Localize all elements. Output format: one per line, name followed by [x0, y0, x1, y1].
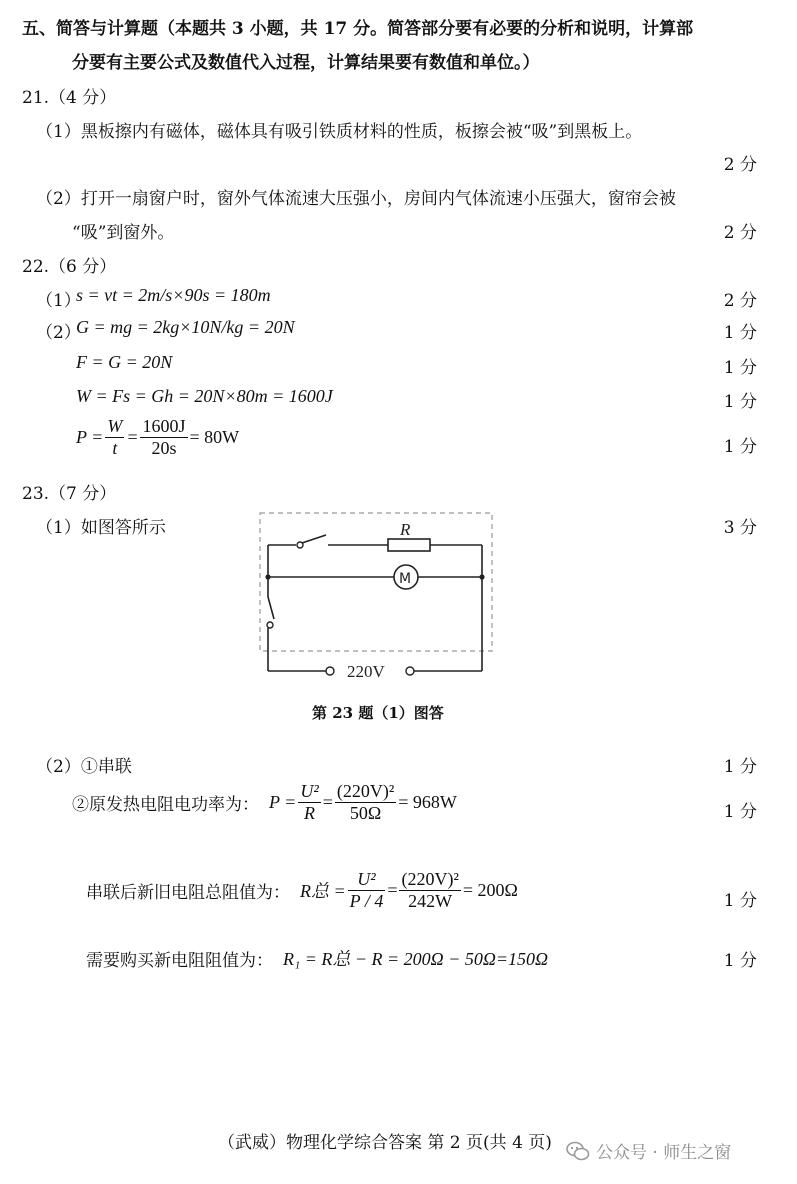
q22-l1-eq: s = vt = 2m/s×90s = 180m	[76, 285, 271, 305]
q22-l4-score: 1 分	[723, 392, 757, 412]
q23-s2-score: 1 分	[723, 802, 757, 822]
q23-s4-score: 1 分	[723, 951, 757, 971]
page-footer: （武威）物理化学综合答案 第 2 页(共 4 页)	[218, 1133, 552, 1153]
q23-s3-frac2	[399, 869, 460, 911]
q23-s4-text: 需要购买新电阻阻值为：	[86, 950, 273, 971]
source-label: 220V	[347, 662, 385, 681]
main-switch-contact	[267, 622, 273, 628]
q23-s2: ②原发热电阻电功率为： P = $\frac{\text{U²}}{R}$ = $\frac{\text{(220V)²}}{50\Omega}$ = 968W	[72, 781, 457, 823]
q22-l2-score: 1 分	[723, 323, 757, 343]
frac-num: U²	[300, 781, 319, 801]
q22-l1-score: 2 分	[723, 291, 757, 311]
q21-p2-cont: “吸”到窗外。	[72, 223, 175, 243]
source-terminal	[406, 667, 414, 675]
frac-den: 50Ω	[349, 802, 382, 823]
q22-l3-eq: F = G = 20N	[76, 352, 173, 372]
q23-s3: 串联后新旧电阻总阻值为： R总 = $\frac{\text{U²}}{P / 4}$ = $\frac{\text{(220V)²}}{242W}$ = 200Ω	[86, 869, 518, 911]
q22-l5-rhs: = 80W	[189, 426, 240, 447]
section-title-cont: 分要有主要公式及数值代入过程，计算结果要有数值和单位。）	[72, 53, 540, 73]
q23-s2-rhs: = 968W	[398, 791, 457, 812]
wechat-icon	[566, 1139, 590, 1163]
q22-l5-score: 1 分	[723, 437, 757, 457]
q23-s3-frac1	[348, 869, 386, 911]
watermark	[566, 1138, 731, 1163]
resistor-symbol	[388, 539, 430, 551]
q23-p1: （1）如图答所示	[36, 518, 166, 538]
q23-s2-text: ②原发热电阻电功率为：	[72, 794, 259, 815]
dashed-enclosure	[260, 513, 492, 651]
source-terminal	[326, 667, 334, 675]
q23-s3-score: 1 分	[723, 891, 757, 911]
watermark-text: 公众号 · 师生之窗	[596, 1143, 732, 1163]
q22-l3-score: 1 分	[723, 358, 757, 378]
q23-header: 23.（7 分）	[22, 484, 117, 504]
frac-num: (220V)²	[336, 781, 395, 801]
q23-s3-lhs: R总 =	[300, 881, 346, 902]
q23-s2-frac2	[335, 781, 396, 823]
q23-s2-lhs: P =	[269, 791, 297, 812]
q22-l4-eq: W = Fs = Gh = 20N×80m = 1600J	[76, 386, 333, 406]
q23-p2-label: （2）①串联	[36, 757, 132, 777]
q22-l2-label: （2）	[36, 323, 81, 343]
frac-den: R	[304, 802, 316, 823]
q22-l5-lhs: P =	[76, 426, 104, 447]
section-title: 五、简答与计算题（本题共 3 小题，共 17 分。简答部分要有必要的分析和说明，计算部	[22, 19, 694, 39]
frac-den: 20s	[151, 437, 177, 458]
q23-s2-frac1	[298, 781, 320, 823]
frac-den: t	[112, 437, 118, 458]
circuit-diagram	[250, 505, 500, 690]
q22-l1-label: （1）	[36, 291, 81, 311]
q22-l5-frac2	[140, 416, 187, 458]
frac-num: U²	[348, 869, 386, 891]
frac-num: W	[107, 416, 123, 436]
q22-header: 22.（6 分）	[22, 257, 117, 277]
frac-num: (220V)²	[401, 869, 459, 889]
q23-s4-eq: R₁ = R总 − R = 200Ω − 50Ω=150Ω	[283, 949, 549, 969]
q21-header: 21.（4 分）	[22, 88, 117, 108]
q23-s3-rhs: = 200Ω	[462, 879, 518, 900]
q23-p1-score: 3 分	[723, 518, 757, 538]
main-switch-blade	[268, 597, 274, 619]
q21-p1-score: 2 分	[723, 155, 757, 175]
q21-p2-score: 2 分	[723, 223, 757, 243]
frac-den: P / 4	[349, 890, 384, 911]
motor-label: M	[399, 571, 412, 587]
q21-p1: （1）黑板擦内有磁体，磁体具有吸引铁质材料的性质，板擦会被“吸”到黑板上。	[36, 122, 643, 142]
frac-num: 1600J	[142, 416, 186, 436]
q23-p2-score: 1 分	[723, 757, 757, 777]
q22-l2-eq: G = mg = 2kg×10N/kg = 20N	[76, 317, 295, 337]
frac-den: 242W	[408, 890, 453, 911]
resistor-label: R	[400, 520, 411, 539]
q22-l5-eq: P = $\frac{W}{t}$ = $\frac{1600J}{20s}$ = 80W	[76, 416, 240, 458]
q23-s4	[86, 945, 548, 971]
figure-caption: 第 23 题（1）图答	[312, 704, 444, 722]
switch-blade	[302, 535, 326, 543]
q21-p2: （2）打开一扇窗户时，窗外气体流速大压强小，房间内气体流速小压强大，窗帘会被	[36, 189, 676, 209]
q22-l5-frac1	[105, 416, 124, 458]
q23-s3-text: 串联后新旧电阻总阻值为：	[86, 882, 290, 903]
